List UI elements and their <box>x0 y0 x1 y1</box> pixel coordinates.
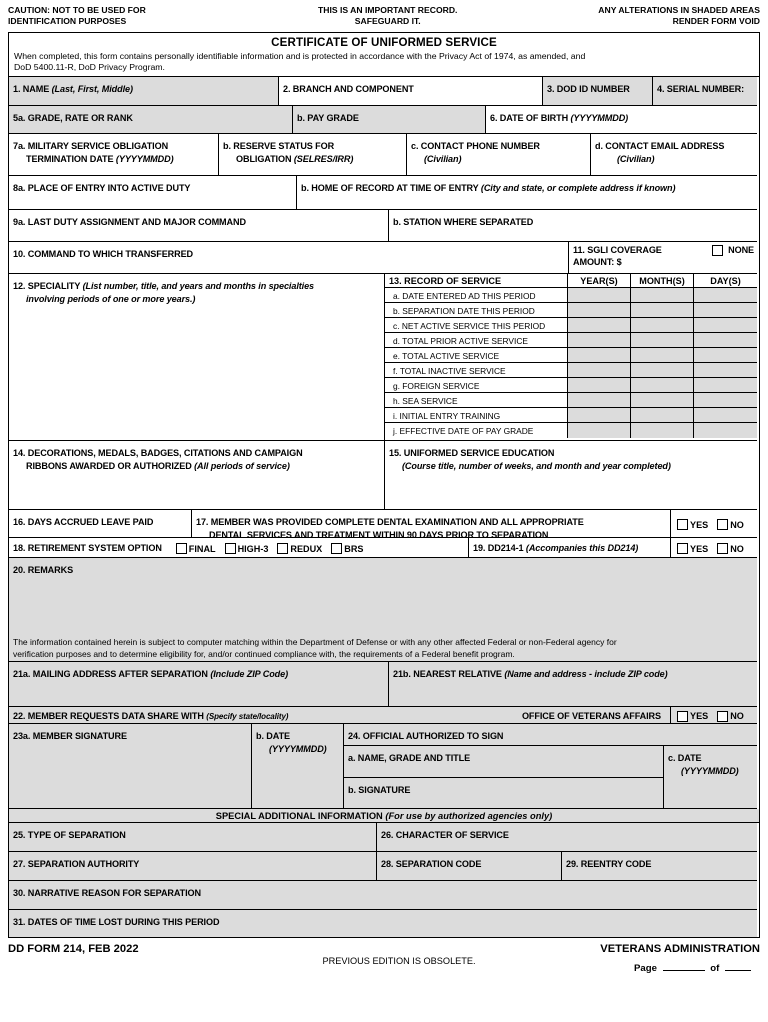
agency-label: VETERANS ADMINISTRATION <box>600 943 760 956</box>
page-title: CERTIFICATE OF UNIFORMED SERVICE <box>271 35 497 49</box>
row-entry-home-of-record <box>9 176 759 210</box>
field-21a-hint: (Include ZIP Code) <box>210 669 288 680</box>
record-of-service-cell-months[interactable] <box>631 303 694 318</box>
computer-matching-notice <box>13 637 753 660</box>
field-21a-mailing-address[interactable] <box>9 662 389 707</box>
caution-left-text <box>8 5 264 28</box>
field-29-label: 29. REENTRY CODE <box>566 859 652 870</box>
record-of-service-table <box>385 274 757 441</box>
record-of-service-row-label: b. SEPARATION DATE THIS PERIOD <box>385 303 568 318</box>
privacy-line-2: DoD 5400.11-R, DoD Privacy Program. <box>14 62 165 72</box>
record-of-service-cell-years[interactable] <box>568 348 631 363</box>
field-28-label: 28. SEPARATION CODE <box>381 859 482 870</box>
record-of-service-cell-years[interactable] <box>568 333 631 348</box>
field-7c-hint: (Civilian) <box>424 154 462 165</box>
row-retirement-dd2141 <box>9 538 759 558</box>
sgli-none-checkbox[interactable] <box>712 245 723 256</box>
record-of-service-cell-days[interactable] <box>694 423 757 438</box>
field-31-label: 31. DATES OF TIME LOST DURING THIS PERIOD <box>13 917 220 928</box>
field-24-header <box>344 724 757 746</box>
record-of-service-row-label: e. TOTAL ACTIVE SERVICE <box>385 348 568 363</box>
field-2-label: 2. BRANCH AND COMPONENT <box>283 84 414 95</box>
field-17-label-line1: 17. MEMBER WAS PROVIDED COMPLETE DENTAL EXAMINATION AND ALL APPROPRIATE <box>196 517 584 528</box>
field-21b-nearest-relative[interactable] <box>389 662 757 707</box>
row-dates-time-lost <box>9 910 759 937</box>
field-19-yes-label: YES <box>690 543 709 554</box>
field-7d-label: d. CONTACT EMAIL ADDRESS <box>595 141 725 152</box>
field-19-yes-checkbox[interactable] <box>677 543 688 554</box>
field-19-yes-option[interactable] <box>677 543 708 554</box>
field-8b-label: b. HOME OF RECORD AT TIME OF ENTRY <box>301 183 479 194</box>
field-22-label: 22. MEMBER REQUESTS DATA SHARE WITH <box>13 710 204 721</box>
field-12-hint-line2: involving periods of one or more years.) <box>26 294 196 305</box>
record-of-service-row <box>385 333 757 348</box>
field-19-yes-no-group <box>671 538 757 558</box>
field-22-no-option[interactable] <box>717 711 744 722</box>
record-of-service-row-label: g. FOREIGN SERVICE <box>385 378 568 393</box>
field-31-dates-of-time-lost[interactable] <box>9 910 757 937</box>
caution-banner <box>8 0 760 28</box>
field-3-dod-id-number[interactable] <box>543 77 653 106</box>
field-5b-pay-grade[interactable] <box>293 106 486 134</box>
row-mailing-nearest-relative <box>9 662 759 707</box>
field-7a-label-line2: TERMINATION DATE <box>26 154 114 165</box>
field-7d-contact-email-address[interactable] <box>591 134 757 176</box>
record-of-service-header-row <box>385 274 757 288</box>
field-7d-hint: (Civilian) <box>617 154 655 165</box>
field-11-label: 11. SGLI COVERAGE <box>573 245 662 256</box>
field-1-name[interactable] <box>9 77 279 106</box>
page-number-input[interactable] <box>663 961 705 971</box>
record-of-service-cell-days[interactable] <box>694 378 757 393</box>
field-24-left-column <box>344 746 664 809</box>
field-24a-label: a. NAME, GRADE AND TITLE <box>348 753 471 764</box>
field-14-decorations-medals[interactable] <box>9 441 385 510</box>
record-of-service-cell-months[interactable] <box>631 318 694 333</box>
field-8a-place-of-entry[interactable] <box>9 176 297 210</box>
field-4-label: 4. SERIAL NUMBER: <box>657 84 745 95</box>
special-additional-information-banner <box>9 809 759 823</box>
page-number-block <box>534 961 760 974</box>
retirement-option-checkbox[interactable] <box>277 543 288 554</box>
record-of-service-cell-days[interactable] <box>694 333 757 348</box>
field-11-sgli-coverage[interactable] <box>569 242 757 274</box>
field-7b-reserve-status[interactable] <box>219 134 407 176</box>
record-of-service-cell-months[interactable] <box>631 333 694 348</box>
field-23a-member-signature[interactable] <box>9 724 252 809</box>
record-of-service-cell-months[interactable] <box>631 348 694 363</box>
field-7b-hint: (SELRES/IRR) <box>293 154 354 165</box>
retirement-option-checkbox[interactable] <box>225 543 236 554</box>
row-last-duty-station <box>9 210 759 242</box>
field-5a-grade-rate-rank[interactable] <box>9 106 293 134</box>
field-19-hint: (Accompanies this DD214) <box>525 543 639 554</box>
field-7a-hint: (YYYYMMDD) <box>115 154 174 165</box>
record-of-service-cell-years[interactable] <box>568 393 631 408</box>
computer-matching-notice-line1: The information contained herein is subject to computer matching within the Department of Defense or with any other affected Federal or non-Federal agency for <box>13 637 617 648</box>
record-of-service-cell-months[interactable] <box>631 408 694 423</box>
record-of-service-cell-days[interactable] <box>694 318 757 333</box>
record-of-service-row <box>385 348 757 363</box>
column-header-days: DAY(S) <box>694 274 757 288</box>
field-21b-hint: (Name and address - include ZIP code) <box>504 669 668 680</box>
special-banner-label: SPECIAL ADDITIONAL INFORMATION <box>215 811 383 822</box>
record-of-service-row <box>385 423 757 438</box>
special-banner-hint: (For use by authorized agencies only) <box>385 811 553 822</box>
field-15-uniformed-service-education[interactable] <box>385 441 757 510</box>
field-9a-last-duty-assignment[interactable] <box>9 210 389 242</box>
record-of-service-row-label: i. INITIAL ENTRY TRAINING <box>385 408 568 423</box>
field-23a-label: 23a. MEMBER SIGNATURE <box>13 731 127 742</box>
record-of-service-row <box>385 288 757 303</box>
record-of-service-row-label: f. TOTAL INACTIVE SERVICE <box>385 363 568 378</box>
record-of-service-cell-days[interactable] <box>694 363 757 378</box>
field-17-no-checkbox[interactable] <box>717 519 728 530</box>
previous-edition-label: PREVIOUS EDITION IS OBSOLETE. <box>322 956 476 967</box>
field-29-reentry-code[interactable] <box>562 852 757 881</box>
field-25-type-of-separation[interactable] <box>9 823 377 852</box>
caution-right-line2: RENDER FORM VOID <box>672 16 760 27</box>
row-speciality-record-of-service <box>9 274 759 441</box>
field-26-character-of-service[interactable] <box>377 823 757 852</box>
row-signatures <box>9 724 759 809</box>
record-of-service-cell-months[interactable] <box>631 423 694 438</box>
field-20-remarks[interactable] <box>9 558 757 662</box>
record-of-service-cell-years[interactable] <box>568 408 631 423</box>
retirement-option-checkbox[interactable] <box>331 543 342 554</box>
field-12-label: 12. SPECIALITY <box>13 281 81 292</box>
field-20-label: 20. REMARKS <box>13 565 74 576</box>
record-of-service-row-label: h. SEA SERVICE <box>385 393 568 408</box>
row-data-share <box>9 707 759 724</box>
field-17-yes-option[interactable] <box>677 519 708 530</box>
field-8a-label: 8a. PLACE OF ENTRY INTO ACTIVE DUTY <box>13 183 191 194</box>
field-10-label: 10. COMMAND TO WHICH TRANSFERRED <box>13 249 194 260</box>
field-19-label: 19. DD214-1 <box>473 543 524 554</box>
field-22-no-label: NO <box>730 711 744 722</box>
field-8b-home-of-record[interactable] <box>297 176 757 210</box>
column-header-months: MONTH(S) <box>631 274 694 288</box>
field-2-branch-component[interactable] <box>279 77 543 106</box>
caution-mid-line2: SAFEGUARD IT. <box>354 16 421 27</box>
field-7c-label: c. CONTACT PHONE NUMBER <box>411 141 540 152</box>
field-7a-mso-termination-date[interactable] <box>9 134 219 176</box>
form-id-label: DD FORM 214, FEB 2022 <box>8 943 139 956</box>
field-22-hint: (Specify state/locality) <box>206 711 289 721</box>
field-24c-hint: (YYYYMMDD) <box>681 766 739 777</box>
caution-center-text <box>264 5 512 28</box>
field-19-no-option[interactable] <box>717 543 744 554</box>
field-22-yes-label: YES <box>690 711 709 722</box>
field-17-yes-checkbox[interactable] <box>677 519 688 530</box>
field-19-no-label: NO <box>730 543 744 554</box>
row-separation-character <box>9 823 759 852</box>
row-name-branch <box>9 77 759 106</box>
field-12-speciality[interactable] <box>9 274 385 441</box>
field-24b-label: b. SIGNATURE <box>348 785 411 796</box>
form-footer <box>8 943 760 987</box>
row-grade-paygrade-dob <box>9 106 759 134</box>
record-of-service-title: 13. RECORD OF SERVICE <box>385 274 568 288</box>
field-30-label: 30. NARRATIVE REASON FOR SEPARATION <box>13 888 201 899</box>
page-total-input[interactable] <box>725 961 751 971</box>
field-17-label-line2: DENTAL SERVICES AND TREATMENT WITHIN 90 DAYS PRIOR TO SEPARATION <box>209 530 549 539</box>
retirement-option-label: FINAL <box>188 543 216 554</box>
field-7b-label-line2: OBLIGATION <box>236 154 292 165</box>
sgli-none-label: NONE <box>728 245 754 256</box>
row-remarks <box>9 558 759 662</box>
row-service-obligation <box>9 134 759 176</box>
field-23b-label: b. DATE <box>256 731 290 742</box>
row-leave-dental <box>9 510 759 538</box>
row-narrative-reason <box>9 881 759 910</box>
field-3-label: 3. DOD ID NUMBER <box>547 84 630 95</box>
record-of-service-cell-years[interactable] <box>568 318 631 333</box>
retirement-option-label: BRS <box>344 543 364 554</box>
field-10-command-transferred[interactable] <box>9 242 569 274</box>
field-19-no-checkbox[interactable] <box>717 543 728 554</box>
field-21b-label: 21b. NEAREST RELATIVE <box>393 669 502 680</box>
field-28-separation-code[interactable] <box>377 852 562 881</box>
record-of-service-cell-months[interactable] <box>631 363 694 378</box>
field-14-hint: (All periods of service) <box>194 461 290 472</box>
record-of-service-cell-days[interactable] <box>694 393 757 408</box>
record-of-service-cell-months[interactable] <box>631 393 694 408</box>
field-1-hint: (Last, First, Middle) <box>51 84 133 95</box>
sgli-amount-label: AMOUNT: $ <box>573 257 622 268</box>
record-of-service-cell-years[interactable] <box>568 423 631 438</box>
column-header-years: YEAR(S) <box>568 274 631 288</box>
record-of-service-cell-days[interactable] <box>694 348 757 363</box>
field-19-dd214-1[interactable] <box>469 538 671 558</box>
retirement-option-final[interactable] <box>176 543 216 554</box>
privacy-notice <box>14 51 754 74</box>
record-of-service-row-label: d. TOTAL PRIOR ACTIVE SERVICE <box>385 333 568 348</box>
row-authority-codes <box>9 852 759 881</box>
retirement-option-label: HIGH-3 <box>237 543 269 554</box>
record-of-service-row <box>385 408 757 423</box>
field-24-label: 24. OFFICIAL AUTHORIZED TO SIGN <box>348 731 504 742</box>
field-6-date-of-birth[interactable] <box>486 106 757 134</box>
field-25-label: 25. TYPE OF SEPARATION <box>13 830 126 841</box>
field-7b-label-line1: b. RESERVE STATUS FOR <box>223 141 335 152</box>
retirement-option-high-3[interactable] <box>225 543 269 554</box>
field-24c-label: c. DATE <box>668 753 702 764</box>
field-4-serial-number[interactable] <box>653 77 757 106</box>
record-of-service-cell-months[interactable] <box>631 288 694 303</box>
field-30-narrative-reason[interactable] <box>9 881 757 910</box>
field-22-yes-no-group <box>671 707 757 724</box>
field-16-days-accrued-leave-paid[interactable] <box>9 510 192 538</box>
field-15-hint: (Course title, number of weeks, and month and year completed) <box>402 461 671 472</box>
form-body <box>8 32 760 939</box>
page-of-label: of <box>710 963 720 975</box>
field-6-hint: (YYYYMMDD) <box>570 113 629 124</box>
footer-right-block <box>534 943 760 974</box>
field-17-no-option[interactable] <box>717 519 744 530</box>
record-of-service-cell-years[interactable] <box>568 303 631 318</box>
record-of-service-cell-days[interactable] <box>694 303 757 318</box>
caution-mid-line1: THIS IS AN IMPORTANT RECORD. <box>318 5 458 15</box>
field-15-label: 15. UNIFORMED SERVICE EDUCATION <box>389 448 555 459</box>
field-22-member-requests-data-share[interactable] <box>9 707 671 724</box>
record-of-service-cell-years[interactable] <box>568 378 631 393</box>
retirement-option-brs[interactable] <box>331 543 363 554</box>
field-9a-label: 9a. LAST DUTY ASSIGNMENT AND MAJOR COMMAND <box>13 217 246 228</box>
field-9b-station-where-separated[interactable] <box>389 210 757 242</box>
retirement-option-checkbox[interactable] <box>176 543 187 554</box>
page-label: Page <box>633 963 657 975</box>
record-of-service-row <box>385 303 757 318</box>
privacy-line-1: When completed, this form contains personally identifiable information and is protected in accordance with the Privacy Act of 1974, as amended, and <box>14 50 586 61</box>
record-of-service-row <box>385 363 757 378</box>
row-decorations-education <box>9 441 759 510</box>
field-22-office-veterans-affairs: OFFICE OF VETERANS AFFAIRS <box>521 710 661 721</box>
record-of-service-row-label: j. EFFECTIVE DATE OF PAY GRADE <box>385 423 568 438</box>
record-of-service-row <box>385 318 757 333</box>
field-23b-date[interactable] <box>252 724 344 809</box>
field-5b-label: b. PAY GRADE <box>297 113 359 124</box>
field-17-yes-no-group <box>671 510 757 538</box>
record-of-service-row-label: a. DATE ENTERED AD THIS PERIOD <box>385 288 568 303</box>
field-21a-label: 21a. MAILING ADDRESS AFTER SEPARATION <box>13 669 208 680</box>
row-transferred-sgli <box>9 242 759 274</box>
field-24a-name-grade-title[interactable] <box>344 746 664 778</box>
caution-left-line1: CAUTION: NOT TO BE USED FOR <box>8 5 146 15</box>
field-7c-contact-phone-number[interactable] <box>407 134 591 176</box>
field-17-dental-examination[interactable] <box>192 510 671 538</box>
field-9b-label: b. STATION WHERE SEPARATED <box>393 217 534 228</box>
field-22-yes-checkbox[interactable] <box>677 711 688 722</box>
field-12-hint-line1: (List number, title, and years and months in specialties <box>82 281 315 292</box>
record-of-service-cell-months[interactable] <box>631 378 694 393</box>
field-16-label: 16. DAYS ACCRUED LEAVE PAID <box>13 517 154 528</box>
retirement-option-redux[interactable] <box>277 543 322 554</box>
field-5a-label: 5a. GRADE, RATE OR RANK <box>13 113 133 124</box>
field-23b-hint: (YYYYMMDD) <box>269 744 327 755</box>
field-18-label: 18. RETIREMENT SYSTEM OPTION <box>13 543 162 554</box>
caution-right-line1: ANY ALTERATIONS IN SHADED AREAS <box>598 5 760 15</box>
computer-matching-notice-line2: verification purposes and to determine eligibility for, and/or continued compliance with, the requirements of a Federal benefit program. <box>13 648 515 659</box>
field-27-label: 27. SEPARATION AUTHORITY <box>13 859 140 870</box>
record-of-service-row <box>385 393 757 408</box>
field-26-label: 26. CHARACTER OF SERVICE <box>381 830 509 841</box>
form-title-block <box>9 33 759 78</box>
caution-right-text <box>512 5 760 28</box>
record-of-service-cell-days[interactable] <box>694 288 757 303</box>
field-17-yes-label: YES <box>690 519 709 530</box>
record-of-service-row-label: c. NET ACTIVE SERVICE THIS PERIOD <box>385 318 568 333</box>
field-7a-label-line1: 7a. MILITARY SERVICE OBLIGATION <box>13 141 169 152</box>
record-of-service-cell-years[interactable] <box>568 288 631 303</box>
field-6-label: 6. DATE OF BIRTH <box>490 113 569 124</box>
field-8b-hint: (City and state, or complete address if known) <box>480 183 676 194</box>
field-24b-signature[interactable] <box>344 778 664 809</box>
record-of-service-cell-years[interactable] <box>568 363 631 378</box>
retirement-options-group <box>176 543 373 554</box>
field-18-retirement-system-option[interactable] <box>9 538 469 558</box>
record-of-service-body <box>385 288 757 438</box>
retirement-option-label: REDUX <box>290 543 323 554</box>
caution-left-line2: IDENTIFICATION PURPOSES <box>8 16 127 27</box>
field-22-yes-option[interactable] <box>677 711 708 722</box>
field-24-official-authorized-to-sign <box>344 724 757 809</box>
field-24c-date[interactable] <box>664 746 757 809</box>
record-of-service-row <box>385 378 757 393</box>
field-22-no-checkbox[interactable] <box>717 711 728 722</box>
field-14-label-line2: RIBBONS AWARDED OR AUTHORIZED <box>26 461 192 472</box>
field-17-no-label: NO <box>730 519 744 530</box>
field-27-separation-authority[interactable] <box>9 852 377 881</box>
field-1-label: 1. NAME <box>13 84 50 95</box>
field-14-label-line1: 14. DECORATIONS, MEDALS, BADGES, CITATIONS AND CAMPAIGN <box>13 448 303 459</box>
record-of-service-cell-days[interactable] <box>694 408 757 423</box>
